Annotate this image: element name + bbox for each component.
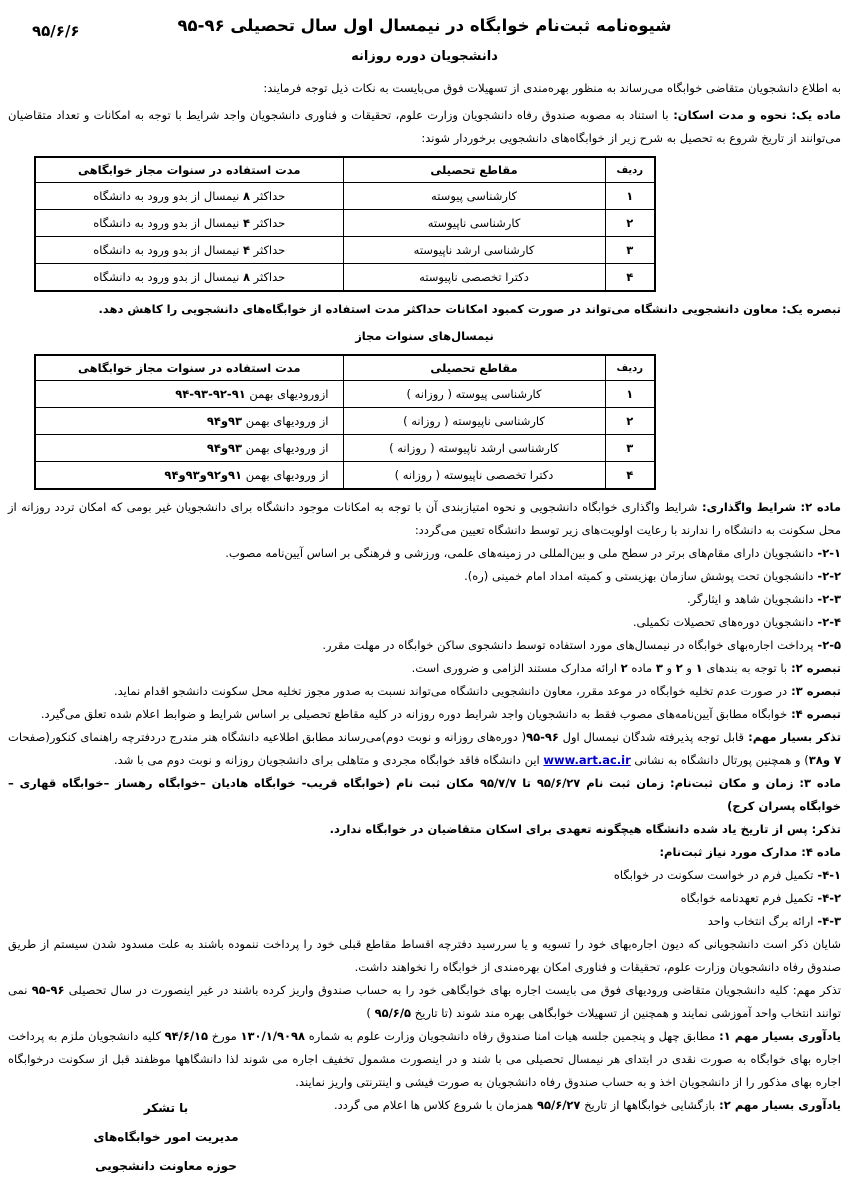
article-2-item-3 — [8, 588, 841, 611]
table-cell — [605, 264, 655, 292]
text-segment: دانشجویان دارای مقام‌های برتر در سطح ملی و بین‌المللی در زمینه‌های علمی، ورزشی و فرهنگی بر اساس آیین‌نامه مصوب. — [225, 546, 814, 560]
column-header-degree-level: مقاطع تحصیلی — [343, 157, 605, 183]
text-segment: ۴-۳- — [813, 914, 841, 928]
page-subtitle: دانشجویان دوره روزانه — [351, 49, 498, 64]
table-cell — [605, 435, 655, 462]
text-segment: شرایط واگذاری خوابگاه دانشجویی و نحوه امتیازبندی آن با توجه به امکانات موجود دانشگاه برای دانشجویان غیر بومی که امکان تردد روزانه از محل سکونت به دانشگاه را ندارند با رعایت اولویت‌های زیر توسط دانشگاه تعیین می‌گردد: — [8, 500, 841, 537]
text-segment: دانشجویان تحت پوشش سازمان بهزیستی و کمیته امداد امام خمینی (ره). — [464, 569, 814, 583]
table-header-row — [35, 355, 655, 381]
text-segment: ۴-۱- — [813, 868, 841, 882]
column-header-allowed-duration: مدت استفاده در سنوات مجاز خوابگاهی — [35, 355, 343, 381]
text-segment: ازورودیهای بهمن — [245, 387, 329, 401]
text-segment: حداکثر — [249, 189, 286, 203]
important-note-paragraph — [8, 979, 841, 1025]
table-cell — [343, 210, 605, 237]
text-segment: ارائه مدارک مستند الزامی و ضروری است. — [411, 661, 621, 675]
column-header-row-number: ردیف — [605, 157, 655, 183]
text-segment: ۲ — [626, 414, 634, 428]
table-cell — [35, 462, 343, 490]
text-segment: ۳ — [626, 243, 634, 257]
text-segment: دانشجویان دوره‌های تحصیلات تکمیلی. — [632, 615, 814, 629]
text-segment: یادآوری بسیار مهم ۲: — [715, 1098, 841, 1112]
article-3-note: تذکر: پس از تاریخ یاد شده دانشگاه هیچگونه تعهدی برای اسکان متقاضیان در خوابگاه ندارد. — [329, 822, 841, 836]
text-segment: ( دوره‌های روزانه و نوبت دوم)می‌رساند مطابق اطلاعیه دانشگاه هنر مندرج دردفترچه راهنمای کنکور(صفحات — [8, 730, 527, 744]
text-segment: ۱ — [695, 661, 703, 675]
text-segment: ) — [366, 1006, 375, 1020]
text-segment: ) و همچنین پورتال دانشگاه به نشانی — [630, 753, 809, 767]
table-cell — [605, 381, 655, 408]
text-segment: دانشجویان شاهد و ایثارگر. — [686, 592, 814, 606]
text-segment: ۹۱-۹۲-۹۳-۹۴ — [175, 387, 246, 401]
signature-department: حوزه معاونت دانشجویی — [95, 1159, 237, 1173]
table-cell — [343, 237, 605, 264]
document-header — [8, 14, 841, 65]
text-segment: قابل توجه پذیرفته شدگان نیمسال اول — [558, 730, 745, 744]
settlement-paragraph: شایان ذکر است دانشجویانی که دیون اجاره‌بهای خود را تسویه و یا سررسید دفترچه اقساط مقاطع قبلی خود را پرداخت ننموده باشند به علت مسدود شدن سیستم از طریق صندوق رفاه دانشجویان وزارت علوم، تحقیقات و فناوری امکان بهره‌مندی از خوابگاه را نخواهند داشت. — [8, 937, 841, 974]
text-segment: از ورودیهای بهمن — [242, 468, 329, 482]
text-segment: پرداخت اجاره‌بهای خوابگاه در نیمسال‌های مورد استفاده توسط دانشجوی ساکن خوابگاه در مهلت مقرر. — [322, 638, 814, 652]
note-4-paragraph — [8, 703, 841, 726]
text-segment: کارشناسی پیوسته ( روزانه ) — [406, 387, 542, 401]
table-cell — [35, 210, 343, 237]
text-segment: و — [662, 661, 676, 675]
table-cell — [35, 381, 343, 408]
text-segment: در صورت عدم تخلیه خوابگاه در موعد مقرر، معاون دانشجویی دانشگاه می‌تواند نسبت به صدور مجوز تخلیه محل سکونت دانشجو اقدام نماید. — [113, 684, 788, 698]
table-cell — [343, 264, 605, 292]
table-header-row — [35, 157, 655, 183]
note-1-paragraph: تبصره یک: معاون دانشجویی دانشگاه می‌تواند در صورت کمبود امکانات حداکثر مدت استفاده از خوابگاه‌های دانشجویی را کاهش دهد. — [98, 302, 841, 316]
table-cell — [343, 183, 605, 210]
allowed-semesters-table — [34, 354, 656, 490]
text-segment: ۹۳و۹۴ — [206, 414, 243, 428]
text-segment: نیمسال از بدو ورود به دانشگاه — [93, 216, 243, 230]
text-segment: با استناد به مصوبه صندوق رفاه دانشجویان وزارت علوم، تحقیقات و فناوری دانشجویان واجد شرایط با توجه به امکانات و تعداد متقاضیان می‌توانند از تاریخ شروع به تحصیل به شرح زیر از خوابگاه‌های دانشجویی برخوردار شوند: — [8, 108, 841, 145]
text-segment: دکترا تخصصی ناپیوسته — [419, 270, 529, 284]
table-cell — [35, 183, 343, 210]
text-segment: تبصره ۳: — [787, 684, 841, 698]
text-segment: ۴ — [626, 468, 634, 482]
text-segment: ارائه برگ انتخاب واحد — [707, 914, 814, 928]
table-cell — [605, 462, 655, 490]
article-4-item-2 — [8, 887, 841, 910]
text-segment: ۹۵/۶/۵ — [374, 1006, 412, 1020]
text-segment: ماده یک: نحوه و مدت اسکان: — [668, 108, 841, 122]
article-2-item-4 — [8, 611, 841, 634]
text-segment: ۲ — [620, 661, 628, 675]
text-segment: ۱ — [626, 387, 634, 401]
table-cell — [605, 237, 655, 264]
text-segment: نیمسال از بدو ورود به دانشگاه — [93, 243, 243, 257]
text-segment: ۴ — [242, 216, 250, 230]
column-header-allowed-duration: مدت استفاده در سنوات مجاز خوابگاهی — [35, 157, 343, 183]
text-segment: و — [682, 661, 696, 675]
article-4-item-1 — [8, 864, 841, 887]
text-segment: تذکر بسیار مهم: — [744, 730, 842, 744]
portal-link[interactable]: www.art.ac.ir — [543, 753, 631, 767]
text-segment: ۹۳و۹۴ — [206, 441, 243, 455]
text-segment: تذکر مهم: کلیه دانشجویان متقاضی ورودیهای فوق می بایست اجاره بهای خوابگاهی خود را به حساب صندوق واریز کرده باشند در غیر اینصورت در سال تحصیلی — [64, 983, 841, 997]
signature-block — [66, 1094, 266, 1181]
text-segment: ۴ — [626, 270, 634, 284]
text-segment: نیمسال از بدو ورود به دانشگاه — [93, 270, 243, 284]
reminder-1-paragraph — [8, 1025, 841, 1094]
text-segment: ماده — [627, 661, 656, 675]
text-segment: ۷ و۳۸ — [808, 753, 841, 767]
text-segment: تکمیل فرم تعهدنامه خوابگاه — [680, 891, 814, 905]
table-cell — [343, 435, 605, 462]
text-segment: این دانشگاه فاقد خوابگاه مجردی و متاهلی برای دانشجویان روزانه و نوبت دوم می با شد. — [114, 753, 544, 767]
important-notice-paragraph — [8, 726, 841, 772]
article-2-item-2 — [8, 565, 841, 588]
table-row — [35, 408, 655, 435]
article-2-paragraph — [8, 496, 841, 542]
table-row — [35, 237, 655, 264]
column-header-degree-level: مقاطع تحصیلی — [343, 355, 605, 381]
column-header-row-number: ردیف — [605, 355, 655, 381]
text-segment: با توجه به بندهای — [702, 661, 788, 675]
text-segment: کارشناسی ناپیوسته — [427, 216, 521, 230]
signature-office: مدیریت امور خوابگاه‌های — [93, 1130, 239, 1144]
text-segment: کارشناسی پیوسته — [431, 189, 517, 203]
text-segment: کارشناسی ارشد ناپیوسته ( روزانه ) — [389, 441, 559, 455]
text-segment: همزمان با شروع کلاس ها اعلام می گردد. — [333, 1098, 537, 1112]
semesters-table-caption: نیمسال‌های سنوات مجاز — [355, 329, 494, 343]
text-segment: ۲-۴- — [813, 615, 841, 629]
table-row — [35, 183, 655, 210]
table-row — [35, 462, 655, 490]
table-cell — [605, 210, 655, 237]
text-segment: دکترا تخصصی ناپیوسته ( روزانه ) — [394, 468, 554, 482]
table-cell — [35, 237, 343, 264]
table-row — [35, 381, 655, 408]
text-segment: نیمسال از بدو ورود به دانشگاه — [93, 189, 243, 203]
text-segment: ۳ — [626, 441, 634, 455]
text-segment: ۱۳۰/۱/۹۰۹۸ — [240, 1029, 306, 1043]
text-segment: مطابق چهل و پنجمین جلسه هیات امنا صندوق رفاه دانشجویان وزارت علوم به شماره — [305, 1029, 716, 1043]
text-segment: نمی توانند انتخاب واحد آموزشی نمایند و همچنین از تسهیلات خوابگاهی بهره مند شوند (تا تاریخ — [8, 983, 841, 1020]
text-segment: تبصره ۴: — [787, 707, 841, 721]
text-segment: ۲ — [626, 216, 634, 230]
note-3-paragraph — [8, 680, 841, 703]
text-segment: ۹۴/۶/۱۵ — [164, 1029, 209, 1043]
text-segment: حداکثر — [249, 216, 286, 230]
text-segment: ۴-۲- — [813, 891, 841, 905]
text-segment: تبصره ۲: — [787, 661, 841, 675]
article-4-heading: ماده ۴: مدارک مورد نیاز ثبت‌نام: — [659, 845, 841, 859]
text-segment: ۹۵/۶/۲۷ — [536, 1098, 581, 1112]
text-segment: ۲-۵- — [813, 638, 841, 652]
article-4-item-3 — [8, 910, 841, 933]
table-cell — [605, 408, 655, 435]
table-cell — [343, 381, 605, 408]
text-segment: ۴ — [242, 243, 250, 257]
text-segment: تکمیل فرم در خواست سکونت در خوابگاه — [613, 868, 814, 882]
text-segment: ۹۶-۹۵ — [31, 983, 65, 997]
text-segment: خوابگاه مطابق آیین‌نامه‌های مصوب فقط به دانشجویان واجد شرایط دوره روزانه در کلیه مقاطع تحصیلی بر اساس شرایط و ضوابط اعلام شده تعلق می‌گیرد. — [40, 707, 788, 721]
text-segment: ۸ — [242, 270, 250, 284]
duration-table — [34, 156, 656, 292]
text-segment: کارشناسی ارشد ناپیوسته — [413, 243, 535, 257]
table-cell — [35, 408, 343, 435]
text-segment: ۹۶-۹۵ — [526, 730, 559, 744]
note-2-paragraph — [8, 657, 841, 680]
table-cell — [35, 435, 343, 462]
article-2-item-1 — [8, 542, 841, 565]
page-title: شیوه‌نامه ثبت‌نام خوابگاه در نیمسال اول سال تحصیلی ۹۶-۹۵ — [177, 16, 672, 35]
table-cell — [343, 408, 605, 435]
text-segment: از ورودیهای بهمن — [242, 441, 329, 455]
text-segment: ۲-۲- — [813, 569, 841, 583]
text-segment: ۲-۳- — [813, 592, 841, 606]
table-row — [35, 435, 655, 462]
signature-thanks: با تشکر — [143, 1101, 189, 1115]
text-segment: بازگشایی خوابگاهها از تاریخ — [580, 1098, 716, 1112]
table-cell — [343, 462, 605, 490]
text-segment: مورخ — [208, 1029, 241, 1043]
text-segment: ماده ۲: شرایط واگذاری: — [697, 500, 841, 514]
text-segment: از ورودیهای بهمن — [242, 414, 329, 428]
text-segment: ۹۱و۹۲و۹۳و۹۴ — [164, 468, 243, 482]
text-segment: یادآوری بسیار مهم ۱: — [715, 1029, 841, 1043]
intro-paragraph: به اطلاع دانشجویان متقاضی خوابگاه می‌رساند به منظور بهره‌مندی از تسهیلات فوق می‌بایست به نکات ذیل توجه فرمایند: — [263, 81, 841, 95]
text-segment: حداکثر — [249, 243, 286, 257]
document-date: ۹۵/۶/۶ — [32, 22, 80, 40]
table-cell — [35, 264, 343, 292]
article-1-paragraph — [8, 104, 841, 150]
text-segment: ۳ — [655, 661, 663, 675]
text-segment: ۲ — [675, 661, 683, 675]
text-segment: ۲-۱- — [813, 546, 841, 560]
table-row — [35, 264, 655, 292]
article-2-item-5 — [8, 634, 841, 657]
article-3-paragraph: ماده ۳: زمان و مکان ثبت‌نام: زمان ثبت نام ۹۵/۶/۲۷ تا ۹۵/۷/۷ مکان ثبت نام (خوابگاه قریب- خوابگاه هادیان –خوابگاه رهساز –خوابگاه قهاری – خوابگاه پسران کرج) — [8, 776, 841, 813]
table-cell — [605, 183, 655, 210]
text-segment: کلیه دانشجویان ملزم به پرداخت اجاره بهای خوابگاه به صورت نقدی در ابتدای هر نیمسال تحصیلی می با شند و در اینصورت مشمول تخفیف اجاره می شوند لذا دانشگاهها موظفند قبل از سکونت درخوابگاه اجاره بهای مذکور را از دانشجویان اخذ و به حساب صندوق رفاه دانشجویان به صورت فیشی و اینترنتی واریز نمایند. — [8, 1029, 841, 1089]
table-row — [35, 210, 655, 237]
text-segment: ۱ — [626, 189, 634, 203]
text-segment: کارشناسی ناپیوسته ( روزانه ) — [403, 414, 545, 428]
text-segment: حداکثر — [249, 270, 286, 284]
text-segment: ۸ — [242, 189, 250, 203]
